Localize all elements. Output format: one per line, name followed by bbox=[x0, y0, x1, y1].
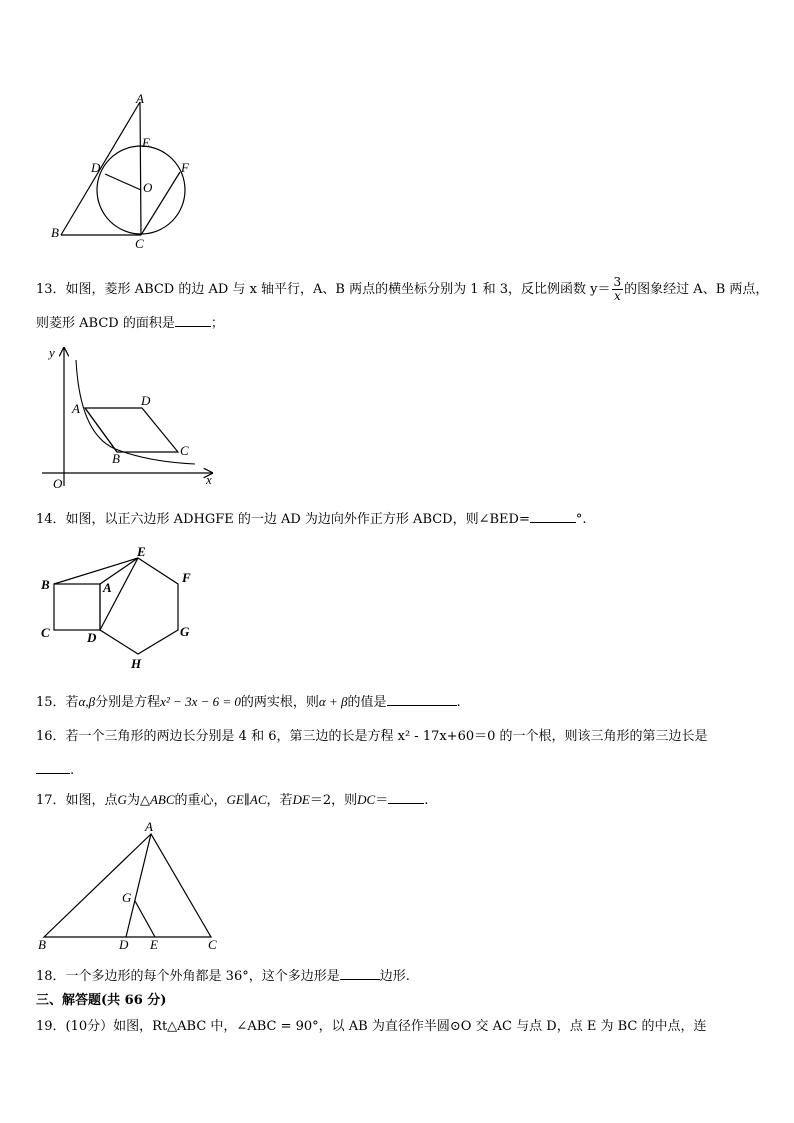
q14-end: °. bbox=[575, 512, 587, 527]
q16-line1: 16．若一个三角形的两边长分别是 4 和 6，第三边的长是方程 x² - 17x+60＝0 的一个根，则该三角形的第三边长是 bbox=[36, 729, 708, 744]
question-16-line1 bbox=[36, 728, 708, 746]
label-B: B bbox=[112, 451, 120, 466]
q17-p6: ＝2，则 bbox=[309, 793, 358, 808]
question-13-line1 bbox=[36, 276, 768, 303]
q17-p4: ∥ bbox=[243, 793, 250, 808]
q17-ABC: ABC bbox=[149, 792, 175, 807]
q17-DE: DE bbox=[292, 792, 310, 807]
q13-frac-num: 3 bbox=[613, 275, 622, 289]
answer-blank-14[interactable] bbox=[530, 509, 576, 523]
label-G: G bbox=[122, 890, 132, 905]
label-O: O bbox=[143, 180, 153, 195]
q15-p1: 15．若 bbox=[36, 695, 79, 710]
answer-blank-13[interactable] bbox=[175, 313, 211, 327]
figure-17 bbox=[36, 818, 226, 958]
q13-fraction bbox=[612, 276, 624, 303]
figure-12 bbox=[50, 90, 200, 255]
label-C: C bbox=[180, 443, 189, 458]
q17-G: G bbox=[117, 792, 127, 807]
q18-end: 边形. bbox=[379, 969, 410, 984]
label-A: A bbox=[72, 401, 80, 416]
figure-14 bbox=[36, 542, 206, 672]
label-D: D bbox=[141, 393, 151, 408]
q15-equation: x² − 3x − 6 = 0 bbox=[160, 694, 241, 709]
question-18 bbox=[36, 966, 410, 986]
label-G: G bbox=[180, 624, 190, 639]
question-14 bbox=[36, 509, 587, 529]
q13-suffix: 的图象经过 A、B 两点， bbox=[624, 282, 769, 297]
answer-blank-15[interactable] bbox=[387, 692, 457, 706]
q13-frac-den: x bbox=[613, 289, 621, 303]
label-C: C bbox=[208, 937, 217, 952]
answer-blank-16[interactable] bbox=[36, 760, 70, 774]
label-E: E bbox=[137, 544, 146, 559]
label-E: E bbox=[150, 937, 158, 952]
q15-p4: 的值是 bbox=[347, 695, 387, 710]
question-16-line2 bbox=[36, 760, 74, 780]
q17-p5: ，若 bbox=[266, 793, 293, 808]
label-H: H bbox=[131, 656, 142, 671]
q15-end: . bbox=[456, 695, 461, 710]
q17-p3: 的重心， bbox=[174, 793, 227, 808]
label-F: F bbox=[181, 160, 189, 175]
answer-blank-17[interactable] bbox=[388, 790, 424, 804]
question-15 bbox=[36, 692, 461, 712]
axis-x-label: x bbox=[206, 472, 212, 487]
label-E: E bbox=[142, 135, 150, 150]
q13-line2-end: ； bbox=[210, 316, 224, 331]
q17-p7: ＝ bbox=[375, 793, 389, 808]
q15-p2: 分别是方程 bbox=[95, 695, 161, 710]
q17-DC: DC bbox=[357, 792, 376, 807]
q17-GE: GE bbox=[226, 792, 244, 807]
q15-p3: 的两实根，则 bbox=[240, 695, 319, 710]
question-19 bbox=[36, 1018, 706, 1036]
label-D: D bbox=[91, 160, 101, 175]
answer-blank-18[interactable] bbox=[340, 966, 380, 980]
question-13-line2 bbox=[36, 313, 224, 333]
figure-13 bbox=[40, 342, 220, 492]
label-B: B bbox=[41, 577, 50, 592]
q17-p1: 17．如图，点 bbox=[36, 793, 118, 808]
q13-prefix: 13．如图，菱形 ABCD 的边 AD 与 x 轴平行，A、B 两点的横坐标分别为 1 和 3，反比例函数 y＝ bbox=[36, 282, 611, 297]
section-3-title: 三、解答题(共 66 分) bbox=[36, 993, 167, 1008]
label-D: D bbox=[119, 937, 129, 952]
q15-greek: α,β bbox=[78, 694, 96, 709]
label-A: A bbox=[136, 91, 144, 106]
label-B: B bbox=[51, 225, 59, 240]
q15-sum: α + β bbox=[318, 694, 348, 709]
q19-text: 19．(10分）如图，Rt△ABC 中，∠ABC = 90°，以 AB 为直径作半圆⊙O 交 AC 与点 D，点 E 为 BC 的中点，连 bbox=[36, 1019, 707, 1034]
q17-p2: 为△ bbox=[126, 793, 150, 808]
label-C: C bbox=[135, 236, 144, 251]
q17-end: . bbox=[424, 793, 429, 808]
q13-line2: 则菱形 ABCD 的面积是 bbox=[36, 316, 175, 331]
label-A: A bbox=[103, 580, 112, 595]
question-17 bbox=[36, 790, 428, 810]
origin-label: O bbox=[53, 476, 63, 491]
label-C: C bbox=[41, 625, 50, 640]
label-A: A bbox=[145, 819, 153, 834]
q16-line2-end: . bbox=[70, 763, 75, 778]
q17-AC: AC bbox=[249, 792, 267, 807]
label-B: B bbox=[38, 937, 46, 952]
axis-y-label: y bbox=[49, 345, 55, 360]
label-D: D bbox=[87, 630, 97, 645]
label-F: F bbox=[182, 570, 191, 585]
q18-text: 18．一个多边形的每个外角都是 36°，这个多边形是 bbox=[36, 969, 340, 984]
q14-text: 14．如图，以正六边形 ADHGFE 的一边 AD 为边向外作正方形 ABCD，则∠BED= bbox=[36, 512, 530, 527]
